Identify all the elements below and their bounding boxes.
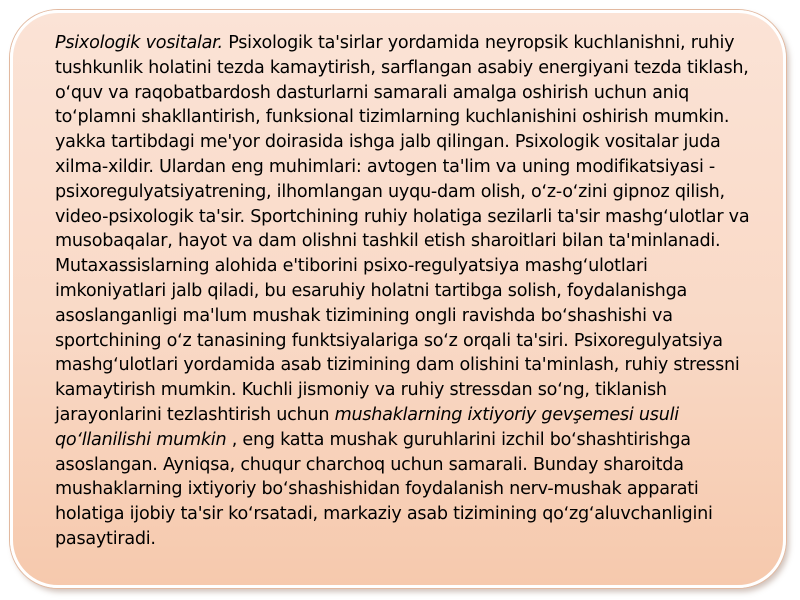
text-card: [10, 10, 786, 588]
body-paragraph: [55, 31, 755, 552]
paragraph-text-part-1: Psixologik ta'sirlar yordamida neyropsik kuchlanishni, ruhiy tushkunlik holatini tezda kamaytirish, sarflangan asabiy energiyani tezda tiklash, oʻquv va raqobatbardosh dasturlarni samarali amalga oshirish uchun aniq toʻplamni shakllantirish, funksional tizimlarning kuchlanishini oshirish mumkin. yakka tartibdagi me'yor doirasida ishga jalb qilingan. Psixologik vositalar juda xilma-xildir. Ulardan eng muhimlari: avtogen ta'lim va uning modifikatsiyasi - psixoregulyatsiyatrening, ilhomlangan uyqu-dam olish, oʻz-oʻzini gipnoz qilish, video-psixologik ta'sir. Sportchining ruhiy holatiga sezilarli ta'sir mashgʻulotlar va musobaqalar, hayot va dam olishni tashkil etish sharoitlari bilan ta'minlanadi. Mutaxassislarning alohida e'tiborini psixo-regulyatsiya mashgʻulotlari imkoniyatlari jalb qiladi, bu esaruhiy holatni tartibga solish, foydalanishga asoslanganligi ma'lum mushak tizimining ongli ravishda boʻshashishi va sportchining oʻz tanasining funktsiyalariga soʻz orqali ta'siri. Psixoregulyatsiya mashgʻulotlari yordamida asab tizimining dam olishini ta'minlash, ruhiy stressni kamaytirish mumkin. Kuchli jismoniy va ruhiy stressdan soʻng, tiklanish jarayonlarini tezlashtirish uchun: [55, 33, 750, 425]
italic-method-phrase: mushaklarning ixtiyoriy gevşemesi usuli qoʻllanilishi mumkin: [55, 404, 679, 450]
intro-italic-phrase: Psixologik vositalar.: [55, 33, 223, 53]
paragraph-text-part-2: , eng katta mushak guruhlarini izchil boʻshashtirishga asoslangan. Ayniqsa, chuqur charchoq uchun samarali. Bunday sharoitda mushaklarning ixtiyoriy boʻshashishidan foydalanish nerv-mushak apparati holatiga ijobiy ta'sir koʻrsatadi, markaziy asab tizimining qoʻzgʻaluvchanligini pasaytiradi.: [55, 429, 713, 549]
